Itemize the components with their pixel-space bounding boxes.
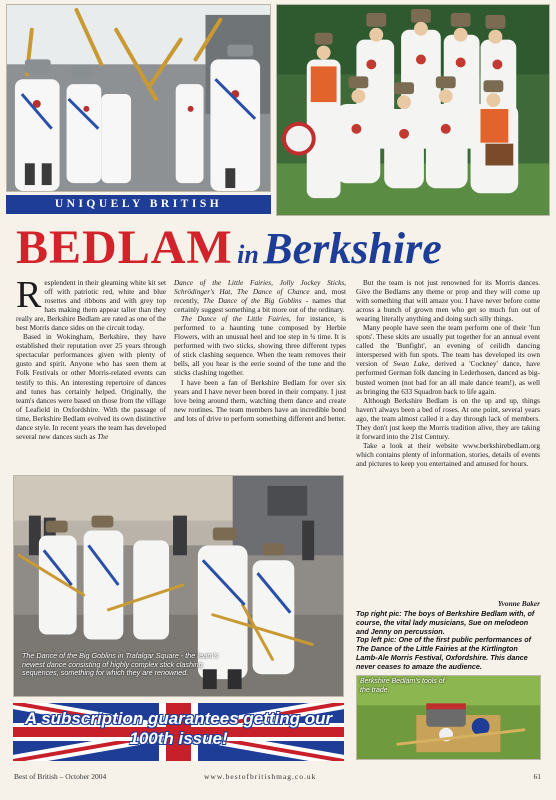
photo-group-portrait [276,4,550,216]
paragraph-7-text-b: , derived a 'Cockney' dance, have performed German folk dancing in Lederhosen, danced as big-busted women (not bad for an all male dance team!), as well as bringing the 633 Squadron back to life again. [356,359,541,396]
paragraph-4 [174,314,346,377]
footer-issue: Best of British – October 2004 [14,772,107,781]
paragraph-2-text: Based in Wokingham, Berkshire, they have established their reputation over 25 years through spectacular performances given with plenty of gusto and spirit. Anyone who has seen them at Folk Festivals or other Morris-related events can testify to this. An interesting repertoire of dances and tunes has certainly helped. Originally, the team's dances were based on those from the village of Leafield in Oxfordshire. With the passage of time, Berkshire Bedlam evolved its own distinctive dance style. In recent years the team has developed several new dances such as [16,332,166,441]
headline-in: in [237,240,259,269]
footer-website[interactable]: www.bestofbritishmag.co.uk [204,772,317,781]
paragraph-3 [174,278,346,314]
subscription-banner-text: A subscription guarantees getting our 100th issue! [24,709,333,748]
paragraph-intro [16,274,166,333]
paragraph-7-text-a: Many people have seen the team perform one of their 'fun spots'. These skits are usually put together for an annual event called the 'Bunfight', an evening of ceilidh dancing interspersed with fun spots. The team has developed its own version of [356,323,540,369]
article-headline [16,220,536,272]
headline-bedlam: BEDLAM [16,221,233,274]
paragraph-4-text: , for instance, is performed to a haunting tune composed by Herbie Flowers, with an unusual heel and toe step in ¾ time. It is performed with two sticks, showing three different types of stick clashing sequence. When the team removes their bells, all you hear is the eerie sound of the tune and the sticks clashing together. [174,314,347,378]
dance-name-goblins: The Dance of the Big Goblins [203,296,302,306]
paragraph-6: But the team is not just renowned for its Morris dances. Give the Bedlams any theme or prop and they will come up with something that will amaze you. I have never before come across a bunch of grown men who get so much fun out of wearing literally anything and doing such silly things. [356,278,540,324]
paragraph-8: Although Berkshire Bedlam is on the up and up, things haven't always been a bed of roses. At one point, several years ago, the team almost called it a day through lack of members. They don't just keep the Morris tradition alive, they are taking it forward into the 21st Century. [356,395,540,441]
section-band: UNIQUELY BRITISH [6,195,271,214]
dance-names: Dance of the Little Fairies, Jolly Jockey Sticks, Schrödinger's Hat, The Dance of Chance [174,278,346,297]
captions-top-photos [356,610,540,672]
photo-dancers-sticks [6,4,271,192]
subscription-banner[interactable] [13,703,344,761]
caption-tools: Berkshire Bedlam's tools of the trade. [360,678,445,694]
paragraph-5: I have been a fan of Berkshire Bedlam for over six years and I have never been bored in their company. I just love being around them, watching them dance and create new routines. The team members have an incredible bond and lots of drive to perform something different and better. [174,377,346,423]
paragraph-2-end: The [97,431,109,441]
caption-top-left: Top left pic: One of the first public performances of The Dance of the Little Fairies at the Kirtlington Lamb-Ale Morris Festival, Oxfordshire. This dance never ceases to amaze the audience. [356,635,532,671]
dance-name-fairies: The Dance of the Little Fairies [181,314,289,324]
paragraph-7 [356,323,540,395]
paragraph-2 [16,332,166,441]
drop-cap: R [16,274,42,316]
swan-lake: Swan Lake [393,359,428,369]
paragraph-9: Take a look at their website www.berkshirebedlam.org which contains plenty of information, stories, details of events and pictures to keep you entertained and amused for hours. [356,440,540,468]
article-column-2 [174,278,346,472]
paragraph-intro-text: esplendent in their gleaming white kit set off with patriotic red, white and blue rosettes and ribbons and with grey top hats making them appear taller than they really are, Berkshire Bedlam are rated as one of the best Morris dance sides on the circuit today. [16,278,166,333]
headline-berkshire: Berkshire [263,224,442,273]
page-footer [14,772,541,784]
article-column-1 [16,274,166,472]
paragraph-3-mid: and, most recently, [174,287,346,306]
paragraph-3-end: - names that certainly suggest something a bit more out of the ordinary. [174,296,346,315]
caption-top-right: Top right pic: The boys of Berkshire Bedlam with, of course, the vital lady musicians, Sue on melodeon and Jenny on percussion. [356,609,535,636]
caption-trafalgar: The Dance of the Big Goblins in Trafalgar Square - the team's newest dance consisting of highly complex stick clashing sequences, something for which they are renowned. [22,651,219,678]
page-number: 61 [533,772,541,781]
author-byline: Yvonne Baker [497,599,540,608]
